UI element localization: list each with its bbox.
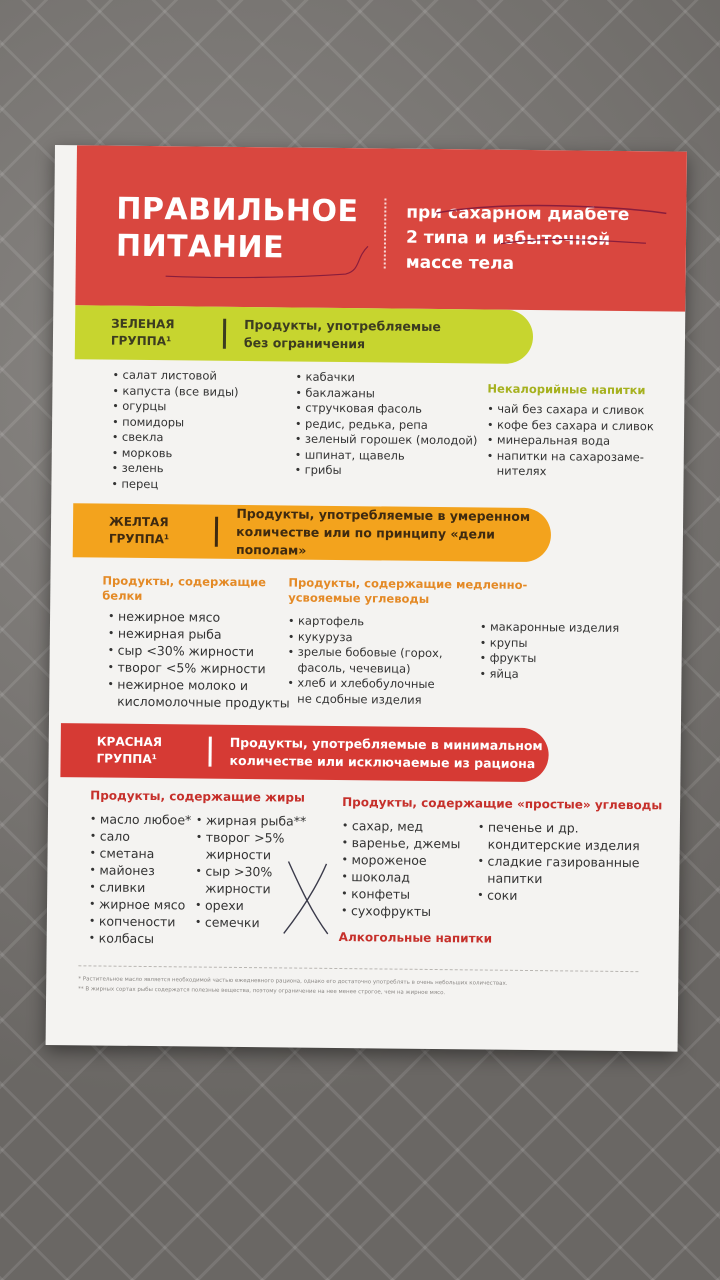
list-item: • семечки [195,914,306,932]
list-item: • огурцы [112,399,238,416]
green-group-band [75,305,534,364]
leaflet-title: ПРАВИЛЬНОЕ ПИТАНИЕ [115,191,359,266]
list-item: • сало [90,827,192,845]
list-item: • соки [477,886,657,905]
green-group-description: Продукты, употребляемые без ограничения [243,316,442,352]
yellow-carbs-heading: Продукты, содержащие медленно- усвояемые углеводы [288,575,528,606]
list-item: • напитки на сахарозаме- нителях [487,448,667,481]
pen-cross-mark [282,857,333,938]
leaflet-header [75,145,687,311]
list-item: • сливки [89,878,191,896]
list-item: • грибы [295,463,478,480]
list-item: • картофель [288,613,468,630]
list-item: • кабачки [295,370,478,387]
list-item: • крупы [480,635,660,652]
list-item: • колбасы [89,929,191,947]
list-item: • перец [111,476,237,493]
list-item: • орехи [195,897,306,915]
diet-leaflet [46,145,687,1052]
list-item: • печенье и др. кондитерские изделия [478,818,658,854]
yellow-list-carbs [287,613,468,708]
list-item: • сыр >30% жирности [195,863,306,898]
list-item: • жирное мясо [89,895,191,913]
list-item: • макаронные изделия [480,619,660,636]
yellow-group-description: Продукты, употребляемые в умеренном количестве или по принципу «дели пополам» [235,505,531,558]
red-list-fats-1 [89,810,192,947]
band-separator [208,737,211,767]
list-item: • майонез [89,861,191,879]
yellow-list-proteins [107,608,298,712]
list-item: • зеленый горошек (молодой) [295,432,478,449]
list-item: • жирная рыба** [196,812,307,830]
red-simple-carbs-heading: Продукты, содержащие «простые» углеводы [342,795,663,813]
red-group-band [60,723,549,782]
list-item: • салат листовой [113,368,239,385]
list-item: • зрелые бобовые (горох, фасоль, чечевица) [287,644,467,677]
list-item: • сухофрукты [341,902,460,920]
green-list-vegetables-2 [295,370,479,480]
red-list-simple-carbs-2 [477,818,658,905]
red-alcohol-heading: Алкогольные напитки [338,930,493,946]
list-item: • капуста (все виды) [112,383,238,400]
list-item: • морковь [112,445,238,462]
yellow-group-name: ЖЕЛТАЯ ГРУППА¹ [108,514,170,547]
red-group-description: Продукты, употребляемые в минимальном количестве или исключаемые из рациона [229,734,543,772]
list-item: • чай без сахара и сливок [487,402,667,419]
list-item: • минеральная вода [487,433,667,450]
red-fats-heading: Продукты, содержащие жиры [90,788,305,805]
list-item: • нежирное молоко и кисломолочные продукты [107,676,297,712]
list-item: • сладкие газированные напитки [477,852,657,888]
list-item: • баклажаны [295,385,478,402]
list-item: • мороженое [341,851,460,869]
green-list-vegetables-1 [111,368,238,493]
list-item: • яйца [479,666,659,683]
green-list-drinks [487,402,668,481]
band-separator [223,319,226,349]
yellow-group-band [73,503,552,562]
yellow-list-other [479,619,660,683]
leaflet-subtitle: при сахарном диабете 2 типа и избыточной массе тела [405,202,630,274]
list-item: • сметана [89,844,191,862]
list-item: • шпинат, щавель [295,447,478,464]
list-item: • фрукты [480,650,660,667]
list-item: • кофе без сахара и сливок [487,417,667,434]
list-item: • хлеб и хлебобулочные не сдобные изделия [287,675,467,708]
list-item: • варенье, джемы [342,834,461,852]
list-item: • копчености [89,912,191,930]
list-item: • кукуруза [288,629,468,646]
list-item: • конфеты [341,885,460,903]
green-group-name: ЗЕЛЕНАЯ ГРУППА¹ [110,316,175,349]
list-item: • редис, редька, репа [295,416,478,433]
list-item: • творог <5% жирности [107,659,297,678]
header-divider [384,198,387,268]
red-list-simple-carbs-1 [341,817,461,920]
list-item: • нежирное мясо [108,608,298,627]
list-item: • зелень [112,461,238,478]
list-item: • нежирная рыба [108,625,298,644]
footnotes: * Растительное масло является необходимой частью ежедневного рациона, однако его достаточно употреблять в очень небольших количествах. ** В жирных сортах рыбы содержатся полезные вещества, поэтому ограничение на нее менее строгое, чем на жирное мясо. [78,965,638,1000]
list-item: • сыр <30% жирности [108,642,298,661]
list-item: • свекла [112,430,238,447]
green-drinks-heading: Некалорийные напитки [487,381,646,398]
band-separator [215,517,218,547]
list-item: • помидоры [112,414,238,431]
list-item: • масло любое* [90,810,192,828]
list-item: • творог >5% жирности [195,829,306,864]
list-item: • шоколад [341,868,460,886]
red-group-name: КРАСНАЯ ГРУППА¹ [96,734,163,767]
yellow-proteins-heading: Продукты, содержащие белки [102,573,267,603]
list-item: • сахар, мед [342,817,461,835]
list-item: • стручковая фасоль [295,401,478,418]
